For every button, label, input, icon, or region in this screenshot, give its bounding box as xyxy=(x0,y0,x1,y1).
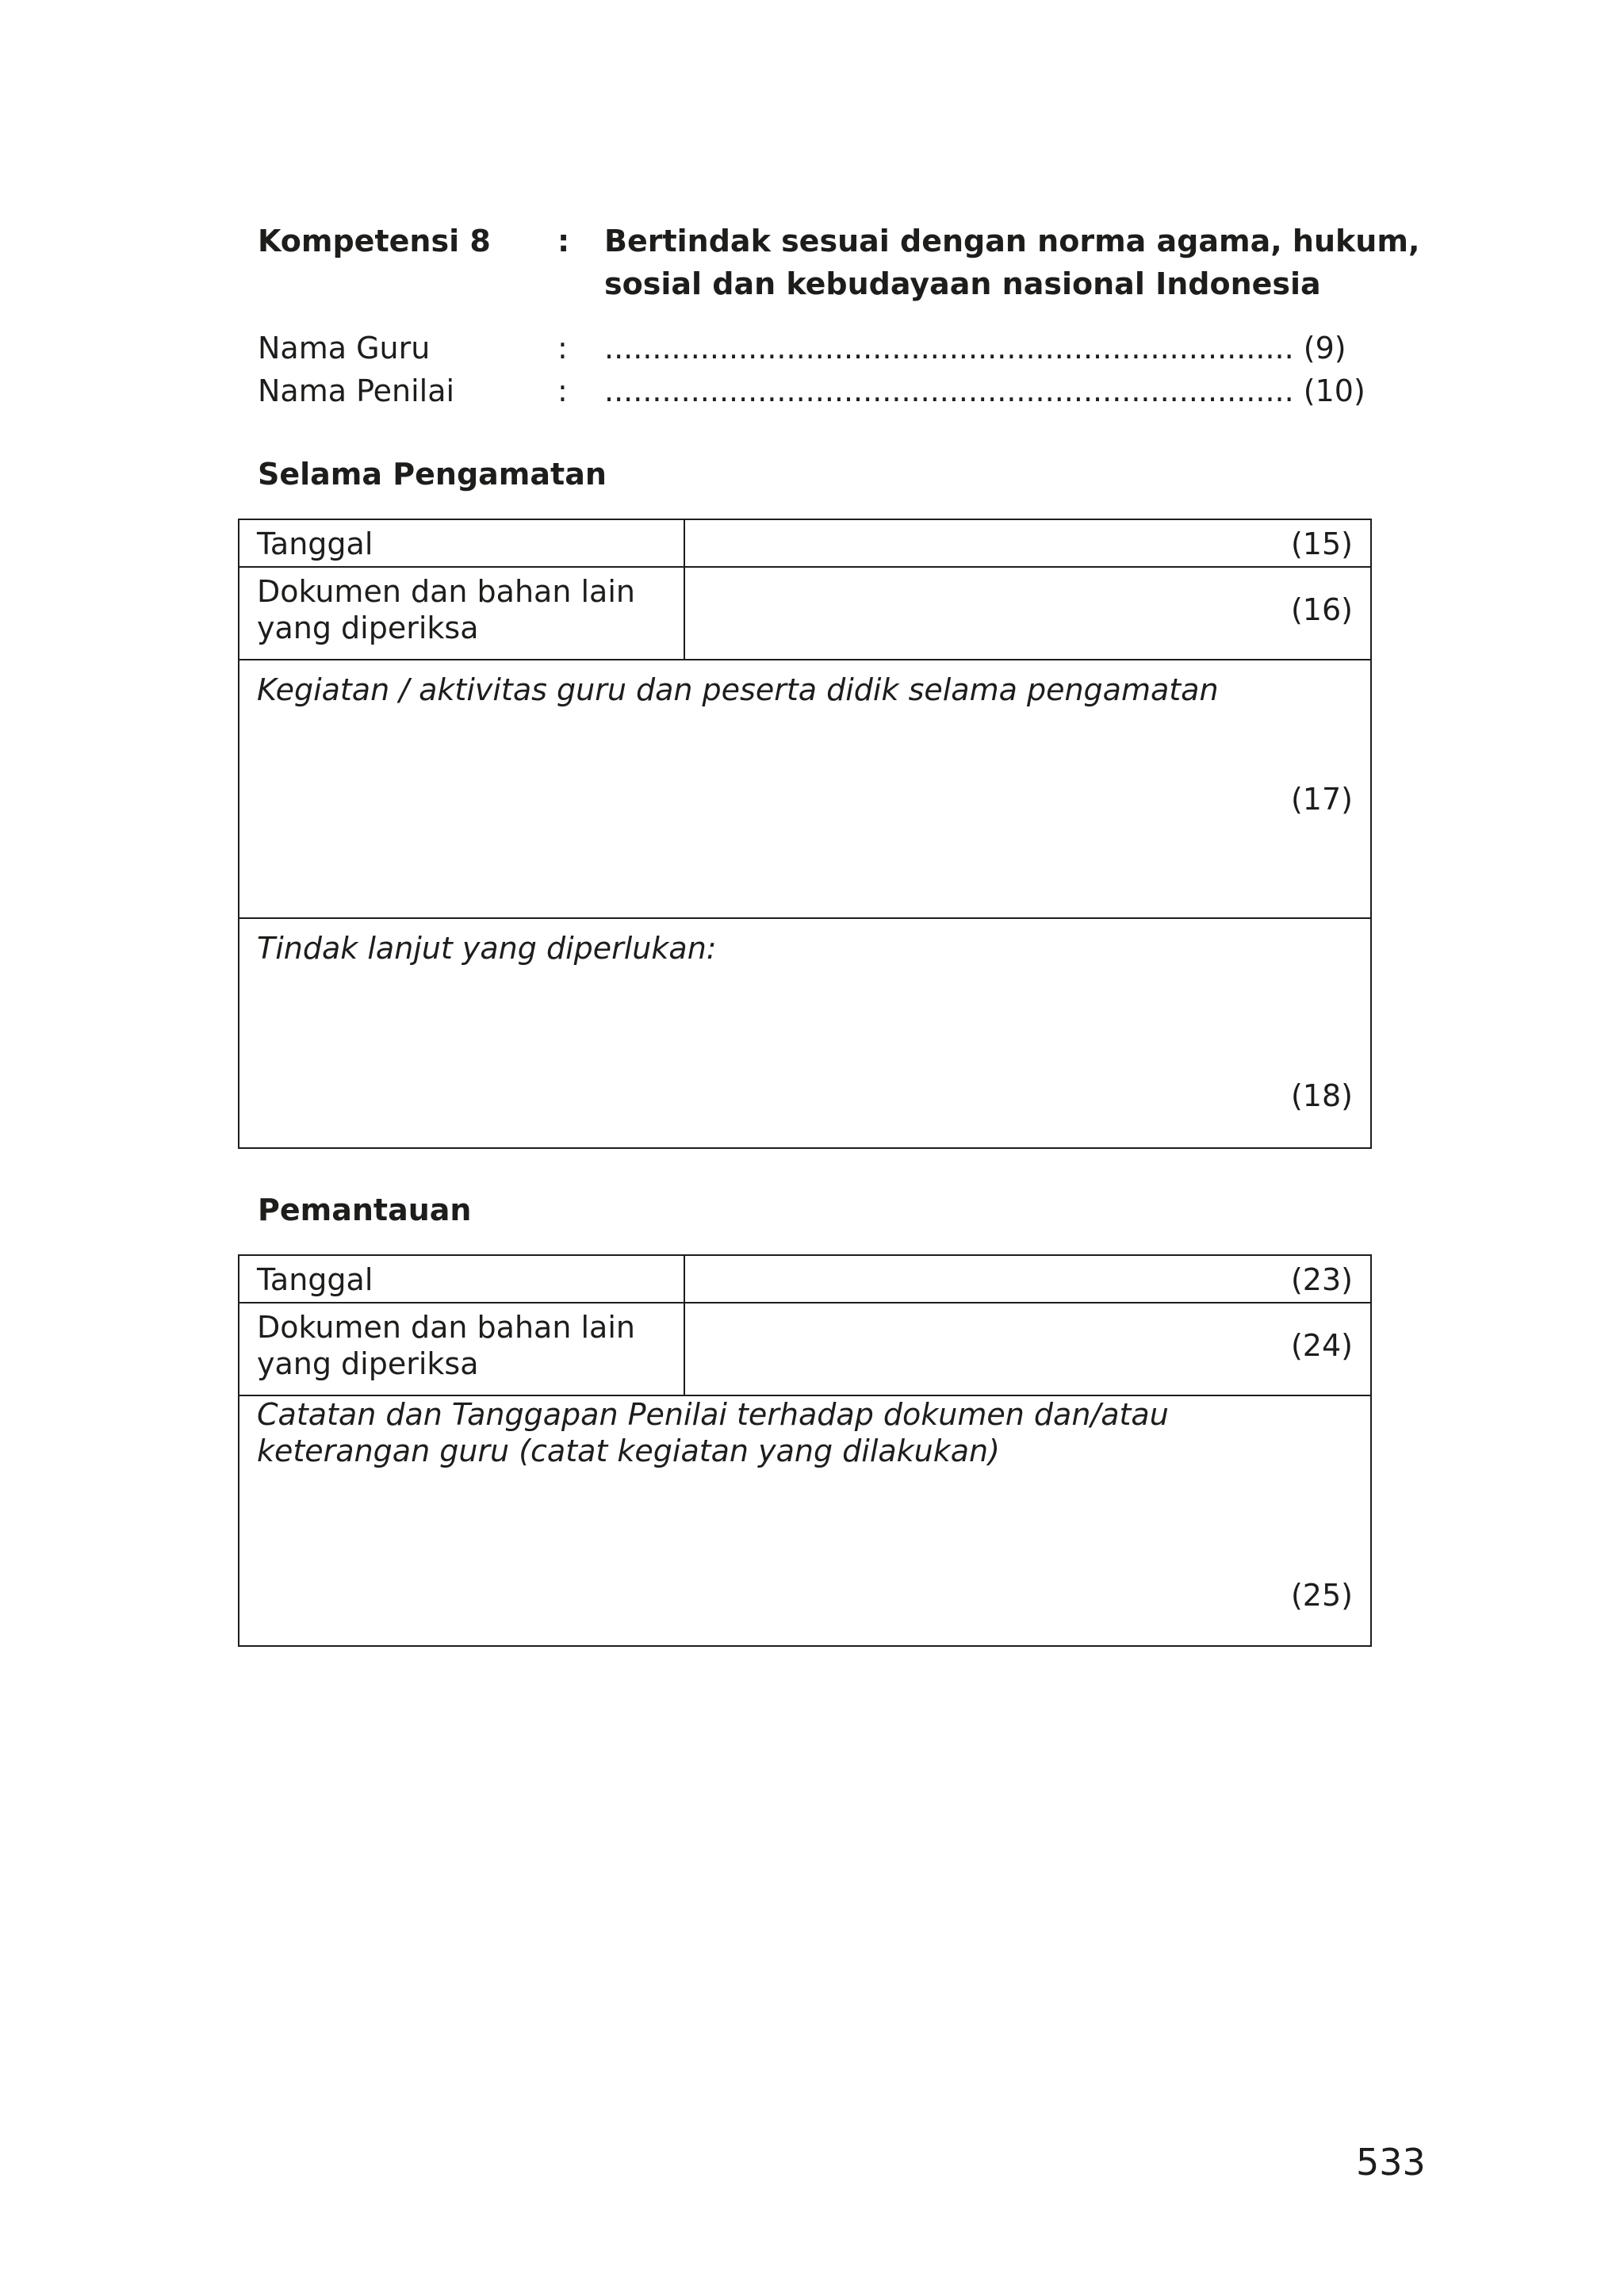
pemantauan-tanggal-value-cell[interactable] xyxy=(684,1255,1371,1303)
kompetensi-title-line2: sosial dan kebudayaan nasional Indonesia xyxy=(604,266,1321,301)
pemantauan-dokumen-row xyxy=(239,1303,1371,1395)
pengamatan-kegiatan-num: (17) xyxy=(1290,782,1353,817)
pengamatan-dokumen-label-cell xyxy=(239,567,684,660)
pemantauan-dokumen-value-cell[interactable] xyxy=(684,1303,1371,1395)
pengamatan-kegiatan-cell[interactable] xyxy=(239,660,1371,918)
pengamatan-tanggal-num: (15) xyxy=(1290,526,1353,561)
nama-penilai-field[interactable]: ........................................................................ (10) xyxy=(604,373,1365,408)
kompetensi-colon: : xyxy=(557,224,570,258)
pemantauan-heading: Pemantauan xyxy=(258,1192,472,1227)
pengamatan-table xyxy=(238,519,1372,1149)
pemantauan-catatan-label-line1: Catatan dan Tanggapan Penilai terhadap dokumen dan/atau xyxy=(257,1397,1169,1432)
pengamatan-heading: Selama Pengamatan xyxy=(258,457,607,492)
nama-guru-colon: : xyxy=(557,331,568,366)
pengamatan-tanggal-value-cell[interactable] xyxy=(684,519,1371,567)
pemantauan-dokumen-label-cell xyxy=(239,1303,684,1395)
pengamatan-kegiatan-row xyxy=(239,660,1371,918)
pemantauan-dokumen-label-line2: yang diperiksa xyxy=(257,1346,479,1381)
pemantauan-catatan-cell[interactable] xyxy=(239,1395,1371,1646)
pengamatan-dokumen-row xyxy=(239,567,1371,660)
pemantauan-catatan-label-line2: keterangan guru (catat kegiatan yang dilakukan) xyxy=(257,1434,1000,1468)
pemantauan-table xyxy=(238,1254,1372,1647)
pengamatan-tanggal-label-cell xyxy=(239,519,684,567)
pemantauan-tanggal-label: Tanggal xyxy=(257,1262,373,1297)
nama-guru-label: Nama Guru xyxy=(258,331,431,366)
pengamatan-tindak-label: Tindak lanjut yang diperlukan: xyxy=(257,931,717,966)
kompetensi-title-line1: Bertindak sesuai dengan norma agama, hukum, xyxy=(604,224,1420,258)
pengamatan-tindak-cell[interactable] xyxy=(239,918,1371,1148)
nama-penilai-colon: : xyxy=(557,373,568,408)
nama-penilai-label: Nama Penilai xyxy=(258,373,455,408)
kompetensi-label: Kompetensi 8 xyxy=(258,224,491,258)
pengamatan-tindak-row xyxy=(239,918,1371,1148)
pemantauan-catatan-num: (25) xyxy=(1290,1578,1353,1613)
pemantauan-tanggal-row xyxy=(239,1255,1371,1303)
pemantauan-tanggal-label-cell xyxy=(239,1255,684,1303)
pengamatan-dokumen-num: (16) xyxy=(1290,592,1353,627)
pengamatan-dokumen-value-cell[interactable] xyxy=(684,567,1371,660)
pemantauan-dokumen-num: (24) xyxy=(1290,1328,1353,1363)
pemantauan-catatan-row xyxy=(239,1395,1371,1646)
pengamatan-tindak-num: (18) xyxy=(1290,1078,1353,1113)
nama-guru-field[interactable]: ........................................................................ (9) xyxy=(604,331,1346,366)
page-number: 533 xyxy=(1356,2141,1426,2184)
pengamatan-kegiatan-label: Kegiatan / aktivitas guru dan peserta didik selama pengamatan xyxy=(257,672,1219,707)
pengamatan-tanggal-label: Tanggal xyxy=(257,526,373,561)
pemantauan-dokumen-label-line1: Dokumen dan bahan lain xyxy=(257,1310,635,1345)
pemantauan-tanggal-num: (23) xyxy=(1290,1262,1353,1297)
pengamatan-tanggal-row xyxy=(239,519,1371,567)
pengamatan-dokumen-label-line2: yang diperiksa xyxy=(257,611,479,645)
pengamatan-dokumen-label-line1: Dokumen dan bahan lain xyxy=(257,574,635,609)
